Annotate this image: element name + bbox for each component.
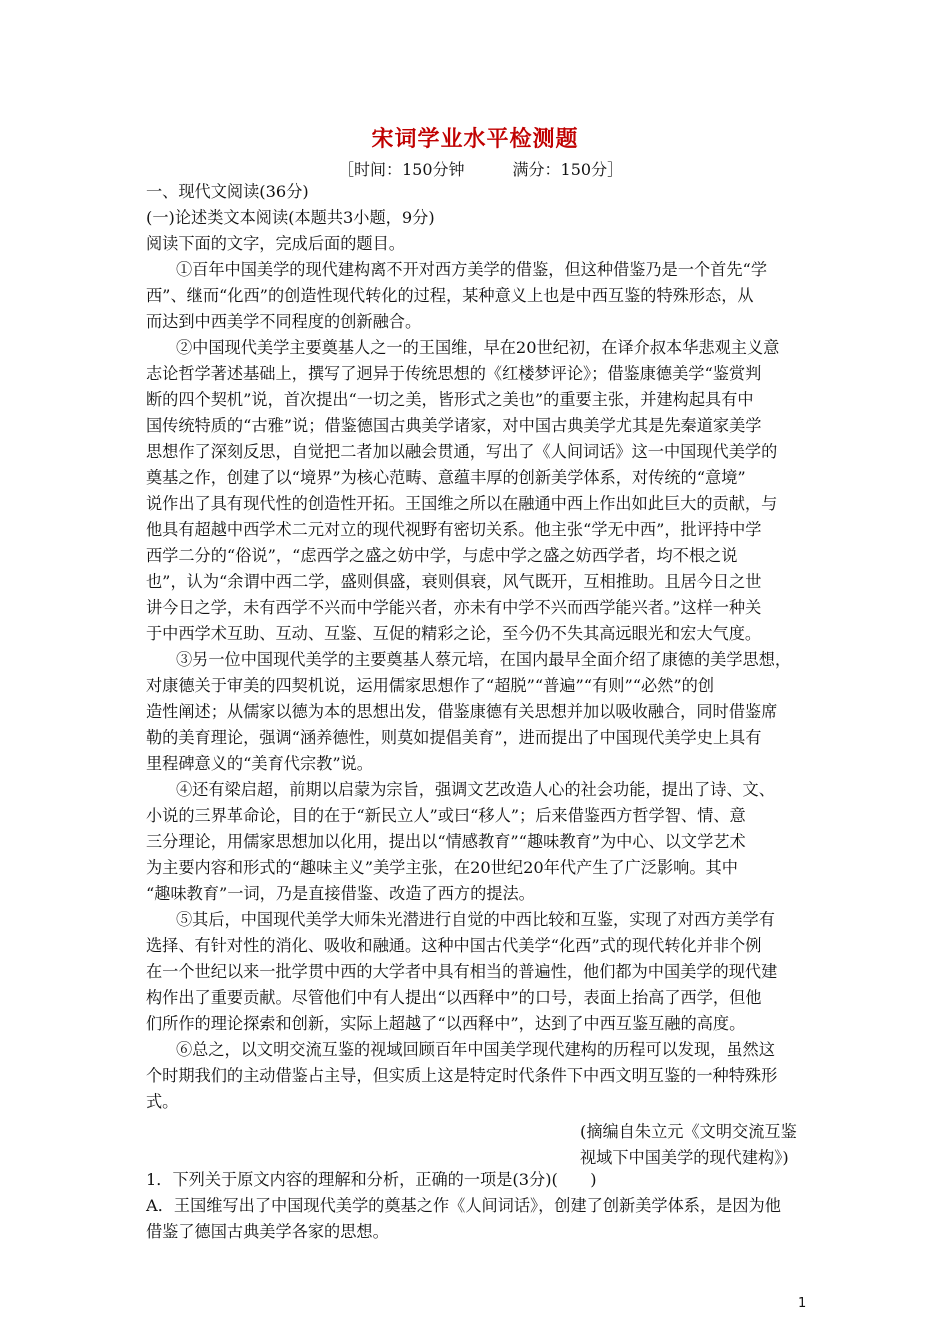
instruction: 阅读下面的文字，完成后面的题目。 [146,234,405,253]
paragraph-line: 说作出了具有现代性的创造性开拓。王国维之所以在融通中西上作出如此巨大的贡献，与 [146,494,778,513]
paragraph-line: 断的四个契机”说，首次提出“一切之美，皆形式之美也”的重要主张，并建构起具有中 [146,390,754,409]
paragraph-line: 于中西学术互助、互动、互鉴、互促的精彩之论，至今仍不失其高远眼光和宏大气度。 [146,624,762,643]
paragraph-line: ②中国现代美学主要奠基人之一的王国维，早在20世纪初，在译介叔本华悲观主义意 [176,338,780,357]
source-citation-line2: 视域下中国美学的现代建构》) [580,1148,789,1167]
paragraph-line: 们所作的理论探索和创新，实际上超越了“以西释中”，达到了中西互鉴互融的高度。 [146,1014,746,1033]
paragraph-line: 而达到中西美学不同程度的创新融合。 [146,312,422,331]
paragraph-line: 奠基之作，创建了以“境界”为核心范畴、意蕴丰厚的创新美学体系，对传统的“意境” [146,468,746,487]
paragraph-line: 造性阐述；从儒家以德为本的思想出发，借鉴康德有关思想并加以吸收融合，同时借鉴席 [146,702,778,721]
question-1-option-a-cont: 借鉴了德国古典美学各家的思想。 [146,1222,389,1241]
paragraph-line: 为主要内容和形式的“趣味主义”美学主张，在20世纪20年代产生了广泛影响。其中 [146,858,738,877]
paragraph-line: 小说的三界革命论，目的在于“新民立人”或曰“移人”；后来借鉴西方哲学智、情、意 [146,806,746,825]
paragraph-line: 里程碑意义的“美育代宗教”说。 [146,754,373,773]
paragraph-line: 三分理论，用儒家思想加以化用，提出以“情感教育”“趣味教育”为中心、以文学艺术 [146,832,746,851]
question-1: 1．下列关于原文内容的理解和分析，正确的一项是(3分)( ) [146,1170,597,1189]
paragraph-line: 个时期我们的主动借鉴占主导，但实质上这是特定时代条件下中西文明互鉴的一种特殊形 [146,1066,778,1085]
paragraph-line: 选择、有针对性的消化、吸收和融通。这种中国古代美学“化西”式的现代转化并非个例 [146,936,762,955]
paragraph-line: 也”，认为“余谓中西二学，盛则俱盛，衰则俱衰，风气既开，互相推助。且居今日之世 [146,572,762,591]
paragraph-line: 勒的美育理论，强调“涵养德性，则莫如提倡美育”，进而提出了中国现代美学史上具有 [146,728,762,747]
paragraph-line: “趣味教育”一词，乃是直接借鉴、改造了西方的提法。 [146,884,535,903]
paragraph-line: ⑤其后，中国现代美学大师朱光潜进行自觉的中西比较和互鉴，实现了对西方美学有 [176,910,775,929]
paragraph-line: 讲今日之学，未有西学不兴而中学能兴者，亦未有中学不兴而西学能兴者。”这样一种关 [146,598,762,617]
paragraph-line: 他具有超越中西学术二元对立的现代视野有密切关系。他主张“学无中西”，批评持中学 [146,520,762,539]
source-citation-line1: (摘编自朱立元《文明交流互鉴 [580,1122,797,1141]
exam-meta: ［时间：150分钟 满分：150分］ [338,160,624,179]
paragraph-line: ③另一位中国现代美学的主要奠基人蔡元培，在国内最早全面介绍了康德的美学思想， [176,650,792,669]
paragraph-line: 思想作了深刻反思，自觉把二者加以融会贯通，写出了《人间词话》这一中国现代美学的 [146,442,778,461]
paragraph-line: 对康德关于审美的四契机说，运用儒家思想作了“超脱”“普遍”“有则”“必然”的创 [146,676,715,695]
paragraph-line: 西”、继而“化西”的创造性现代转化的过程，某种意义上也是中西互鉴的特殊形态，从 [146,286,754,305]
paragraph-line: 构作出了重要贡献。尽管他们中有人提出“以西释中”的口号，表面上抬高了西学，但他 [146,988,762,1007]
paragraph-line: ⑥总之，以文明交流互鉴的视域回顾百年中国美学现代建构的历程可以发现，虽然这 [176,1040,775,1059]
paragraph-line: 志论哲学著述基础上，撰写了迥异于传统思想的《红楼梦评论》；借鉴康德美学“鉴赏判 [146,364,762,383]
paragraph-line: 在一个世纪以来一批学贯中西的大学者中具有相当的普遍性，他们都为中国美学的现代建 [146,962,778,981]
question-1-option-a: A．王国维写出了中国现代美学的奠基之作《人间词话》，创建了创新美学体系，是因为他 [146,1196,781,1215]
page-number: 1 [798,1296,807,1311]
page-title: 宋词学业水平检测题 [371,127,579,152]
paragraph-line: 西学二分的“俗说”，“虑西学之盛之妨中学，与虑中学之盛之妨西学者，均不根之说 [146,546,738,565]
section-heading: 一、现代文阅读(36分) [146,182,309,201]
paragraph-line: 式。 [146,1092,179,1111]
subsection-heading: (一)论述类文本阅读(本题共3小题，9分) [146,208,435,227]
paragraph-line: 国传统特质的“古雅”说；借鉴德国古典美学诸家，对中国古典美学尤其是先秦道家美学 [146,416,762,435]
paragraph-line: ①百年中国美学的现代建构离不开对西方美学的借鉴，但这种借鉴乃是一个首先“学 [176,260,768,279]
paragraph-line: ④还有梁启超，前期以启蒙为宗旨，强调文艺改造人心的社会功能，提出了诗、文、 [176,780,775,799]
